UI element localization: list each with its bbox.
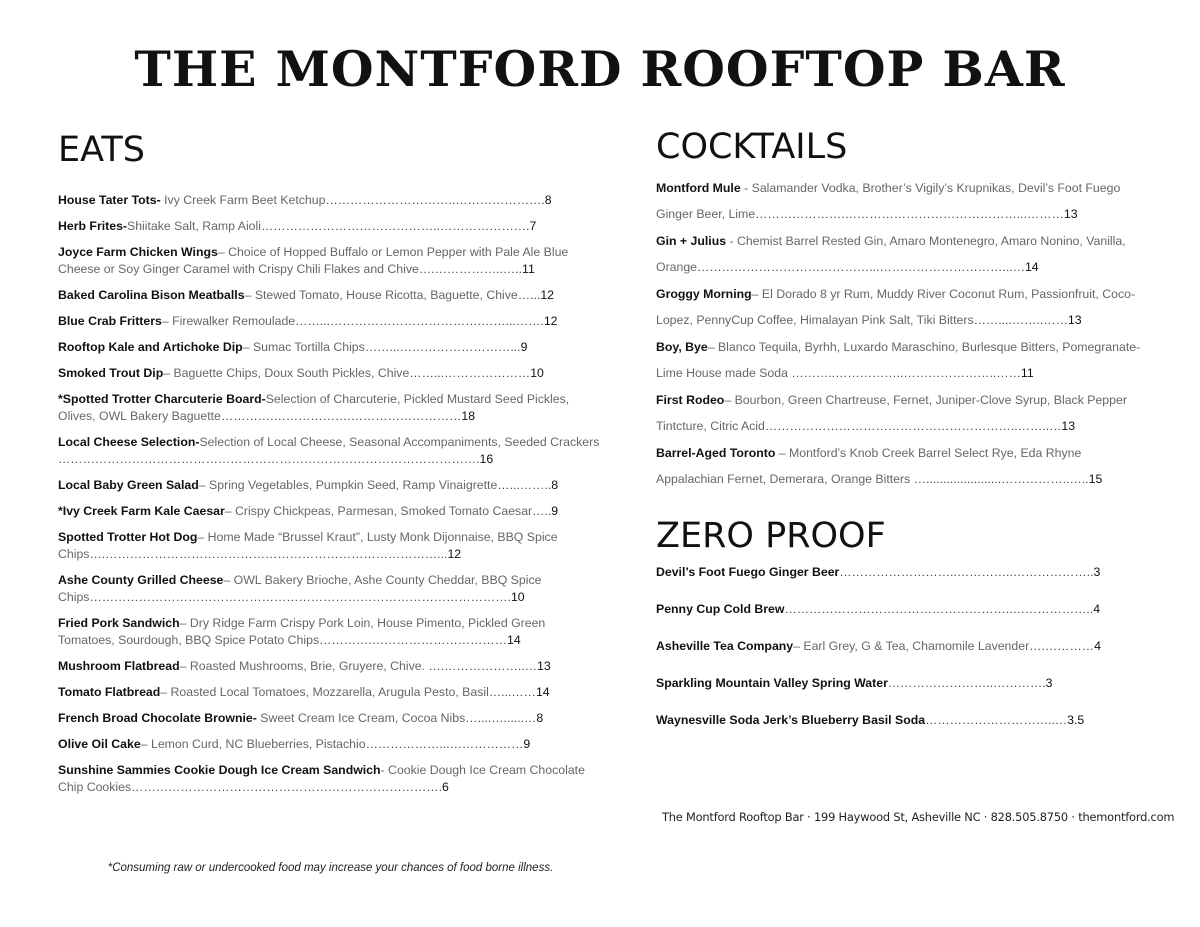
item-name: *Ivy Creek Farm Kale Caesar (58, 504, 225, 518)
item-name: House Tater Tots- (58, 193, 161, 207)
menu-item (656, 601, 1146, 618)
item-leader-dots: ……...………………………... (364, 340, 521, 354)
menu-title: THE MONTFORD ROOFTOP BAR (134, 40, 1066, 98)
item-leader-dots: …......................……………..….. (913, 472, 1089, 486)
item-name: *Spotted Trotter Charcuterie Board- (58, 392, 266, 406)
item-name: Groggy Morning (656, 287, 752, 301)
item-leader-dots: ……………………………………...…………………………...… (697, 260, 1025, 274)
menu-item (58, 572, 603, 606)
item-leader-dots: …………………………………………………………………. (131, 780, 442, 794)
menu-item (58, 218, 603, 235)
menu-item (656, 228, 1146, 280)
item-price: 4 (1093, 602, 1101, 616)
item-price: 3.5 (1067, 713, 1085, 727)
menu-item (58, 365, 603, 382)
item-name: Fried Pork Sandwich (58, 616, 180, 630)
item-name: Devil’s Foot Fuego Ginger Beer (656, 565, 840, 579)
item-description: – Roasted Mushrooms, Brie, Gruyere, Chive. (179, 659, 429, 673)
menu-item (58, 391, 603, 425)
menu-item (58, 477, 603, 494)
menu-item (58, 684, 603, 701)
item-description: – Choice of Hopped Buffalo or Lemon Pepper with Pale Ale Blue Cheese or Soy Ginger Caramel with Crispy Chili Flakes and Chive (58, 245, 569, 276)
item-price: 11 (1020, 366, 1034, 380)
item-price: 8 (551, 478, 559, 492)
item-leader-dots: …....…......… (465, 711, 537, 725)
item-description: – Dry Ridge Farm Crispy Pork Loin, House Pimento, Pickled Green Tomatoes, Sourdough, BBQ Spice Potato Chips (58, 616, 546, 647)
menu-item (656, 281, 1146, 333)
item-price: 9 (551, 504, 559, 518)
item-name: Montford Mule (656, 181, 741, 195)
item-leader-dots: ….. (532, 504, 552, 518)
item-price: 4 (1094, 639, 1101, 653)
item-price: 13 (1063, 207, 1078, 221)
menu-item (656, 440, 1146, 492)
item-price: 8 (536, 711, 544, 725)
item-price: 7 (529, 219, 537, 233)
eats-heading: EATS (58, 130, 145, 170)
menu-item (58, 192, 603, 209)
item-name: Local Baby Green Salad (58, 478, 199, 492)
menu-item (656, 564, 1146, 581)
menu-item (58, 503, 603, 520)
item-leader-dots: ……...……………………………….……...……. (295, 314, 544, 328)
item-name: Olive Oil Cake (58, 737, 141, 751)
zero-proof-list (656, 564, 1146, 729)
menu-item (58, 313, 603, 330)
item-price: 15 (1088, 472, 1103, 486)
item-name: Local Cheese Selection- (58, 435, 200, 449)
item-description: – Crispy Chickpeas, Parmesan, Smoked Tomato Caesar (224, 504, 533, 518)
item-price: 9 (523, 737, 531, 751)
item-name: Blue Crab Fritters (58, 314, 162, 328)
item-description: – Roasted Local Tomatoes, Mozzarella, Arugula Pesto, Basil (160, 685, 489, 699)
item-description: – Blanco Tequila, Byrhh, Luxardo Maraschino, Burlesque Bitters, Pomegranate-Lime House made Soda (656, 340, 1141, 380)
item-price: 8 (544, 193, 552, 207)
item-name: Penny Cup Cold Brew (656, 602, 785, 616)
item-leader-dots: ….………… (1029, 639, 1095, 653)
item-name: Asheville Tea Company (656, 639, 794, 653)
item-price: 16 (479, 452, 494, 466)
item-leader-dots: ………..……………..…………………..…… (791, 366, 1021, 380)
item-name: Ashe County Grilled Cheese (58, 573, 224, 587)
item-leader-dots: ………………….……………………………………...……… (755, 207, 1064, 221)
item-name: Joyce Farm Chicken Wings (58, 245, 218, 259)
item-description: – OWL Bakery Brioche, Ashe County Cheddar, BBQ Spice Chips (58, 573, 542, 604)
item-description: Ivy Creek Farm Beet Ketchup (160, 193, 326, 207)
item-leader-dots: …...…….. (497, 478, 552, 492)
item-name: Mushroom Flatbread (58, 659, 180, 673)
item-price: 14 (1024, 260, 1039, 274)
item-name: Spotted Trotter Hot Dog (58, 530, 198, 544)
item-description: – Firewalker Remoulade (161, 314, 296, 328)
item-name: Boy, Bye (656, 340, 708, 354)
menu-item (58, 244, 603, 278)
item-price: 12 (447, 547, 462, 561)
menu-item (58, 615, 603, 649)
item-name: Gin + Julius (656, 234, 727, 248)
item-leader-dots: ……………………………………..…………………. (260, 219, 530, 233)
item-name: Barrel-Aged Toronto (656, 446, 776, 460)
menu-item (58, 736, 603, 753)
item-leader-dots: ……………………..…………. (887, 676, 1046, 690)
item-price: 13 (537, 659, 551, 673)
item-name: Waynesville Soda Jerk’s Blueberry Basil Soda (656, 713, 926, 727)
item-price: 10 (530, 366, 544, 380)
item-description: – Montford’s Knob Creek Barrel Select Rye, Eda Rhyne Appalachian Fernet, Demerara, Orange Bitters (656, 446, 1082, 486)
menu-item (656, 387, 1146, 439)
item-name: Smoked Trout Dip (58, 366, 164, 380)
item-name: Sparkling Mountain Valley Spring Water (656, 676, 888, 690)
item-name: Tomato Flatbread (58, 685, 161, 699)
item-leader-dots: ………….……………….……………………… (220, 409, 462, 423)
item-description: – El Dorado 8 yr Rum, Muddy River Coconut Rum, Passionfruit, Coco-Lopez, PennyCup Coffee, Himalayan Pink Salt, Tiki Bitters (656, 287, 1136, 327)
item-leader-dots: ………………………………………………..……………….. (784, 602, 1094, 616)
menu-item (58, 529, 603, 563)
item-description: – Baguette Chips, Doux South Pickles, Chive (163, 366, 410, 380)
item-leader-dots: ….……………..….. (418, 262, 523, 276)
item-name: Baked Carolina Bison Meatballs (58, 288, 245, 302)
menu-item (58, 434, 603, 468)
item-name: Herb Frites- (58, 219, 128, 233)
item-price: 14 (535, 685, 550, 699)
item-leader-dots: …………………………..…………………. (325, 193, 545, 207)
item-description: – Bourbon, Green Chartreuse, Fernet, Juniper-Clove Syrup, Black Pepper Tintcture, Citric Acid (656, 393, 1127, 433)
item-leader-dots: ………………...……………… (365, 737, 524, 751)
item-description: Sweet Cream Ice Cream, Cocoa Nibs (256, 711, 466, 725)
item-description: - Chemist Barrel Rested Gin, Amaro Montenegro, Amaro Nonino, Vanilla, Orange (656, 234, 1126, 274)
item-description: Selection of Charcuterie, Pickled Mustard Seed Pickles, Olives, OWL Bakery Baguette (58, 392, 570, 423)
item-leader-dots: ….………………………………………………………………………... (89, 547, 448, 561)
eats-list (58, 192, 603, 796)
drinks-column (656, 127, 1146, 749)
cocktails-list (656, 175, 1146, 492)
item-price: 12 (540, 288, 554, 302)
item-leader-dots: ………….…………………………… (319, 633, 507, 647)
item-price: 13 (1061, 419, 1076, 433)
item-leader-dots: ……....……..…… (973, 313, 1068, 327)
menu-item (656, 638, 1146, 655)
menu-item (656, 712, 1146, 729)
item-price: 11 (522, 262, 535, 276)
item-price: 9 (520, 340, 528, 354)
item-leader-dots: …………………………………………………………………………………………. (58, 452, 480, 466)
footer-address: The Montford Rooftop Bar · 199 Haywood St, Asheville NC · 828.505.8750 · themontford.com (662, 810, 1175, 824)
menu-item (656, 675, 1146, 692)
item-price: 3 (1093, 565, 1101, 579)
item-price: 14 (507, 633, 521, 647)
disclaimer: *Consuming raw or undercooked food may increase your chances of food borne illness. (107, 862, 554, 874)
menu-item (656, 175, 1146, 227)
item-leader-dots: …... (517, 288, 541, 302)
eats-column (58, 130, 603, 805)
item-price: 10 (510, 590, 525, 604)
item-leader-dots: ……...………………… (409, 366, 531, 380)
item-description: – Lemon Curd, NC Blueberries, Pistachio (140, 737, 366, 751)
cocktails-heading: COCKTAILS (656, 127, 848, 167)
item-leader-dots: ……………………………………………………..……..… (764, 419, 1062, 433)
item-description: - Cookie Dough Ice Cream Chocolate Chip Cookies (58, 763, 585, 794)
menu-item (58, 658, 603, 675)
item-description: – Home Made “Brussel Kraut”, Lusty Monk Dijonnaise, BBQ Spice Chips (58, 530, 558, 561)
item-description: - Salamander Vodka, Brother’s Vigily’s Krupnikas, Devil’s Foot Fuego Ginger Beer, Lime (656, 181, 1121, 221)
item-description: – Spring Vegetables, Pumpkin Seed, Ramp Vinaigrette (198, 478, 498, 492)
item-name: First Rodeo (656, 393, 725, 407)
menu-item (58, 287, 603, 304)
item-leader-dots: …………………………..… (925, 713, 1068, 727)
item-description: – Earl Grey, G & Tea, Chamomile Lavender (793, 639, 1030, 653)
item-description: – Sumac Tortilla Chips (242, 340, 365, 354)
menu-item (656, 334, 1146, 386)
menu-item (58, 762, 603, 796)
item-description: – Stewed Tomato, House Ricotta, Baguette, Chive (244, 288, 518, 302)
item-description: Shiitake Salt, Ramp Aioli (127, 219, 261, 233)
item-description: Selection of Local Cheese, Seasonal Accompaniments, Seeded Crackers (199, 435, 600, 449)
item-price: 18 (461, 409, 476, 423)
item-leader-dots: …………………………………………………………………………………………. (89, 590, 511, 604)
item-name: French Broad Chocolate Brownie- (58, 711, 257, 725)
item-price: 3 (1045, 676, 1053, 690)
item-leader-dots: ….………………..… (428, 659, 538, 673)
zero-proof-heading: ZERO PROOF (656, 516, 886, 556)
menu-item (58, 710, 603, 727)
item-name: Rooftop Kale and Artichoke Dip (58, 340, 243, 354)
item-price: 13 (1067, 313, 1082, 327)
menu-item (58, 339, 603, 356)
item-price: 6 (441, 780, 449, 794)
item-name: Sunshine Sammies Cookie Dough Ice Cream Sandwich (58, 763, 381, 777)
item-leader-dots: ………………………..…………..……………….. (839, 565, 1094, 579)
item-price: 12 (543, 314, 558, 328)
item-leader-dots: …...…… (488, 685, 536, 699)
